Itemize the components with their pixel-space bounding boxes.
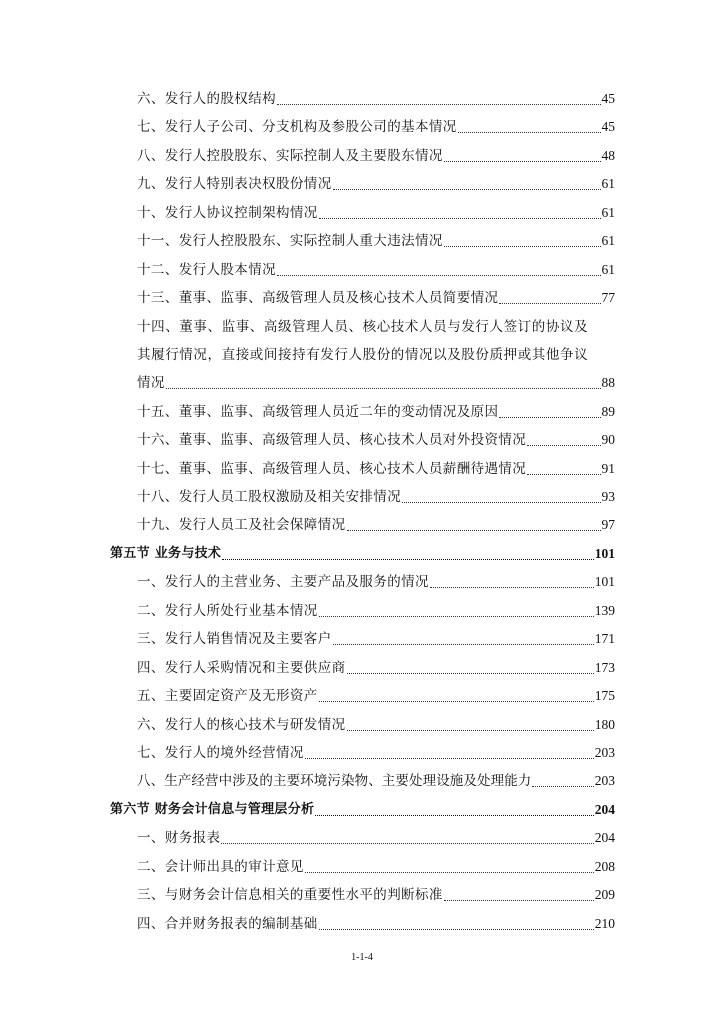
dot-leader — [166, 387, 601, 389]
dot-leader — [444, 899, 594, 901]
toc-entry-page: 61 — [601, 233, 615, 248]
toc-section-page: 101 — [594, 546, 615, 561]
toc-entry-page: 88 — [601, 375, 615, 390]
dot-leader — [532, 785, 593, 787]
dot-leader — [347, 672, 594, 674]
toc-entry[interactable] — [137, 114, 615, 136]
dot-leader — [222, 558, 594, 560]
toc-entry-title: 十六、董事、监事、高级管理人员、核心技术人员对外投资情况 — [137, 432, 527, 448]
toc-entry[interactable] — [137, 712, 615, 734]
dot-leader — [319, 928, 594, 930]
dot-leader — [347, 729, 594, 731]
toc-entry[interactable] — [137, 598, 615, 620]
dot-leader — [347, 529, 601, 531]
toc-entry[interactable] — [137, 370, 615, 392]
dot-leader — [305, 757, 594, 759]
dot-leader — [333, 188, 601, 190]
dot-leader — [305, 871, 594, 873]
toc-entry-title: 二、会计师出具的审计意见 — [137, 859, 304, 875]
toc-entry-page: 173 — [594, 660, 615, 675]
toc-entry-page: 203 — [594, 773, 615, 788]
toc-entry[interactable] — [137, 399, 615, 421]
toc-entry-title: 五、主要固定资产及无形资产 — [137, 688, 318, 704]
toc-entry[interactable] — [137, 285, 615, 307]
toc-entry-page: 61 — [601, 176, 615, 191]
toc-entry-page: 208 — [594, 859, 615, 874]
toc-entry-title: 四、发行人采购情况和主要供应商 — [137, 660, 346, 676]
toc-entry-title: 二、发行人所处行业基本情况 — [137, 603, 318, 619]
toc-entry-title: 八、发行人控股股东、实际控制人及主要股东情况 — [137, 148, 443, 164]
toc-entry-title: 十五、董事、监事、高级管理人员近二年的变动情况及原因 — [137, 404, 499, 420]
dot-leader — [444, 160, 601, 162]
toc-entry-page: 91 — [601, 461, 615, 476]
toc-entry[interactable] — [137, 911, 615, 933]
toc-entry-title-continued: 情况 — [137, 375, 165, 391]
toc-entry[interactable] — [137, 484, 615, 506]
toc-entry[interactable] — [137, 683, 615, 705]
dot-leader — [319, 217, 601, 219]
toc-entry-title: 十九、发行人员工及社会保障情况 — [137, 517, 346, 533]
dot-leader — [315, 814, 593, 816]
dot-leader — [333, 643, 594, 645]
toc-entry[interactable] — [137, 171, 615, 193]
toc-entry[interactable] — [137, 86, 615, 108]
toc-entry[interactable] — [137, 456, 615, 478]
toc-entry-title: 九、发行人特别表决权股份情况 — [137, 176, 332, 192]
toc-entry-page: 48 — [601, 148, 615, 163]
toc-entry[interactable] — [137, 655, 615, 677]
toc-entry-page: 210 — [594, 916, 615, 931]
dot-leader — [430, 586, 594, 588]
toc-entry-page: 45 — [601, 119, 615, 134]
toc-entry-page: 61 — [601, 262, 615, 277]
toc-section-heading[interactable] — [110, 541, 615, 563]
toc-entry-title: 十七、董事、监事、高级管理人员、核心技术人员薪酬待遇情况 — [137, 461, 527, 477]
toc-entry-title: 三、发行人销售情况及主要客户 — [137, 631, 332, 647]
dot-leader — [319, 615, 594, 617]
toc-entry-title: 四、合并财务报表的编制基础 — [137, 916, 318, 932]
toc-entry-title: 六、发行人的核心技术与研发情况 — [137, 717, 346, 733]
toc-entry-page: 209 — [594, 887, 615, 902]
toc-section-title: 第五节 业务与技术 — [110, 546, 222, 561]
toc-entry-title: 一、发行人的主营业务、主要产品及服务的情况 — [137, 574, 429, 590]
toc-entry-page: 171 — [594, 631, 615, 646]
toc-entry[interactable] — [137, 569, 615, 591]
dot-leader — [221, 842, 593, 844]
toc-entry[interactable] — [137, 200, 615, 222]
toc-entry-page: 61 — [601, 205, 615, 220]
toc-entry-title: 七、发行人子公司、分支机构及参股公司的基本情况 — [137, 119, 457, 135]
toc-entry-page: 97 — [601, 517, 615, 532]
toc-entry-title: 十二、发行人股本情况 — [137, 262, 276, 278]
toc-entry-page: 203 — [594, 745, 615, 760]
dot-leader — [319, 700, 594, 702]
toc-entry[interactable] — [137, 882, 615, 904]
toc-entry-page: 90 — [601, 432, 615, 447]
toc-section-heading[interactable] — [110, 797, 615, 819]
toc-entry[interactable] — [137, 512, 615, 534]
toc-entry-page: 204 — [594, 830, 615, 845]
toc-entry-page: 175 — [594, 688, 615, 703]
toc-entry-title: 十一、发行人控股股东、实际控制人重大违法情况 — [137, 233, 443, 249]
toc-entry-page: 89 — [601, 404, 615, 419]
toc-entry-title: 十八、发行人员工股权激励及相关安排情况 — [137, 489, 402, 505]
toc-entry[interactable] — [137, 427, 615, 449]
dot-leader — [277, 274, 601, 276]
toc-entry-title: 七、发行人的境外经营情况 — [137, 745, 304, 761]
toc-entry[interactable] — [137, 257, 615, 279]
toc-entry-title: 八、生产经营中涉及的主要环境污染物、主要处理设施及处理能力 — [137, 773, 532, 789]
toc-entry-title: 十三、董事、监事、高级管理人员及核心技术人员简要情况 — [137, 290, 499, 306]
toc-entry-page: 77 — [601, 290, 615, 305]
toc-section-page: 204 — [594, 802, 615, 817]
toc-entry[interactable] — [137, 740, 615, 762]
toc-entry[interactable] — [137, 143, 615, 165]
dot-leader — [499, 416, 600, 418]
toc-entry[interactable] — [137, 825, 615, 847]
dot-leader — [527, 444, 600, 446]
dot-leader — [277, 103, 601, 105]
dot-leader — [402, 501, 600, 503]
toc-entry-page: 139 — [594, 603, 615, 618]
toc-entry-page: 180 — [594, 717, 615, 732]
toc-entry-title-continued[interactable]: 其履行情况，直接或间接持有发行人股份的情况以及股份质押或其他争议 — [137, 347, 589, 363]
toc-entry[interactable] — [137, 228, 615, 250]
dot-leader — [458, 131, 601, 133]
toc-section-title: 第六节 财务会计信息与管理层分析 — [110, 802, 315, 817]
toc-entry-title: 一、财务报表 — [137, 830, 221, 846]
dot-leader — [527, 473, 600, 475]
toc-entry-title: 十、发行人协议控制架构情况 — [137, 205, 318, 221]
toc-entry-title: 六、发行人的股权结构 — [137, 91, 276, 107]
toc-entry[interactable] — [137, 854, 615, 876]
dot-leader — [499, 302, 600, 304]
toc-entry-page: 101 — [594, 574, 615, 589]
toc-entry-page: 45 — [601, 91, 615, 106]
toc-entry-page: 93 — [601, 489, 615, 504]
toc-entry-title: 三、与财务会计信息相关的重要性水平的判断标准 — [137, 887, 443, 903]
page-number-footer: 1-1-4 — [351, 952, 373, 963]
toc-entry-title[interactable]: 十四、董事、监事、高级管理人员、核心技术人员与发行人签订的协议及 — [137, 319, 589, 335]
toc-entry[interactable] — [137, 626, 615, 648]
dot-leader — [444, 245, 601, 247]
toc-entry[interactable] — [137, 768, 615, 790]
